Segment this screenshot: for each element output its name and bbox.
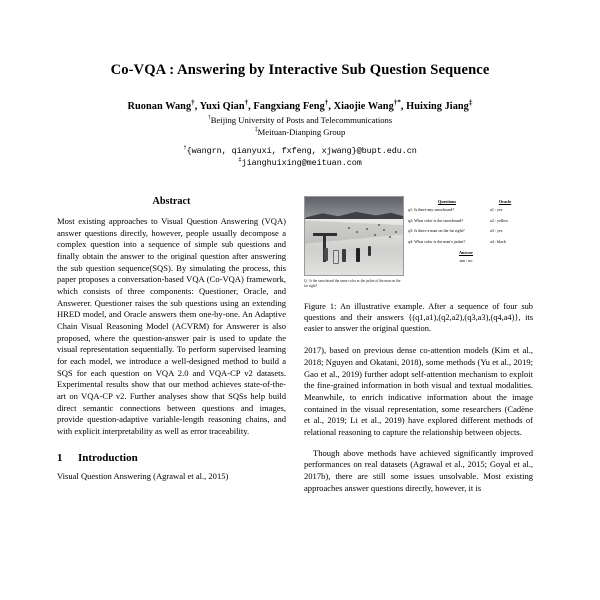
figure-caption-text: An illustrative example. After a sequence of four sub questions and their answers {(q1,a1),(q2,a2),(q3,a3),(q4,a4)}, its easier to answer the original question. bbox=[304, 301, 533, 334]
email-1 bbox=[58, 145, 542, 157]
introduction-body bbox=[57, 471, 286, 483]
page-title: Co-VQA : Answering by Interactive Sub Question Sequence bbox=[110, 62, 490, 78]
figure-oracle-answer: a2 : yellow bbox=[490, 217, 509, 223]
affiliation-1-marker: † bbox=[207, 115, 211, 122]
photo-person bbox=[342, 249, 346, 262]
photo-person bbox=[333, 250, 339, 264]
email-block bbox=[58, 145, 542, 170]
photo-person bbox=[368, 246, 371, 256]
affiliation-1 bbox=[58, 115, 542, 126]
figure-original-question: Q : Is the snowboard the same color as the jacket of the man on the far right? bbox=[304, 279, 401, 289]
abstract-heading: Abstract bbox=[152, 196, 191, 207]
author-2-sup: † bbox=[244, 98, 249, 107]
abstract-body bbox=[57, 216, 286, 437]
photo-person bbox=[324, 248, 328, 261]
figure-qa-table bbox=[408, 196, 533, 263]
figure-1-photo-block bbox=[304, 196, 402, 290]
email-1-text: {wangrn, qianyuxi, fxfeng, xjwang}@bupt.edu.cn bbox=[186, 145, 417, 156]
introduction-title: Introduction bbox=[78, 452, 138, 465]
right-paragraph-1: 2017), based on previous dense co-attention models (Kim et al., 2018; Nguyen and Okatani, 2018), some methods (Yu et al., 2019; Gao et al., 2019) further adopt self-attention mechanism to exploit the fine-grained information in both visual and textual modalities. Meanwhile, to enrich indicative information about the image contained in the visual representation, some researchers (Cadène et al., 2019; Li et al., 2019) have explored different methods of relational reasoning to capture the relationship between objects. bbox=[304, 345, 533, 437]
figure-table-header-oracle: Oracle bbox=[498, 199, 512, 204]
right-column bbox=[304, 196, 533, 494]
photo-distant-skier bbox=[348, 227, 350, 229]
author-5-name: Huixing Jiang bbox=[406, 100, 469, 112]
figure-caption-label: Figure 1: bbox=[304, 301, 337, 311]
affiliation-1-text: Beijing University of Posts and Telecommunications bbox=[210, 115, 393, 126]
figure-sub-question: q2: What color is the snowboard? bbox=[408, 217, 464, 223]
title-block bbox=[0, 0, 600, 169]
author-2 bbox=[199, 98, 249, 112]
ski-slope-photo bbox=[304, 196, 404, 276]
author-4-sup: †* bbox=[393, 98, 401, 107]
author-3-name: Fangxiang Feng bbox=[253, 100, 325, 112]
figure-1-content bbox=[304, 196, 533, 290]
figure-table-row bbox=[408, 229, 533, 233]
email-2 bbox=[58, 157, 542, 169]
photo-distant-skier bbox=[366, 228, 368, 230]
figure-answer-label: Answer bbox=[458, 250, 474, 256]
figure-oracle-answer: a3 : yes bbox=[490, 228, 503, 234]
introduction-first-line: Visual Question Answering (Agrawal et al., 2015) bbox=[57, 471, 229, 482]
author-2-name: Yuxi Qian bbox=[199, 100, 245, 112]
author-1 bbox=[127, 98, 195, 112]
affiliation-2-text: Meituan-Dianping Group bbox=[257, 126, 346, 137]
photo-person bbox=[356, 248, 360, 262]
figure-answer-value: ans : no bbox=[459, 258, 473, 264]
figure-table-row bbox=[408, 240, 533, 244]
email-1-marker: † bbox=[183, 143, 187, 151]
figure-sub-question: q3: Is there a man on the far right? bbox=[408, 228, 465, 234]
left-column bbox=[57, 196, 286, 494]
author-3-sup: † bbox=[324, 98, 329, 107]
photo-distant-skier bbox=[374, 234, 376, 236]
figure-table-row bbox=[408, 219, 533, 223]
introduction-heading bbox=[57, 452, 286, 464]
email-2-marker: ‡ bbox=[238, 156, 242, 164]
author-3 bbox=[253, 98, 329, 112]
author-4-name: Xiaojie Wang bbox=[333, 100, 394, 112]
figure-oracle-answer: a1 : yes bbox=[490, 207, 503, 212]
right-paragraph-2: Though above methods have achieved significantly improved performances on real datasets (Agrawal et al., 2015; Goyal et al., 2017b), there are still some issues unsolvable. Most existing approaches answer questions directly, however, it is bbox=[304, 447, 533, 493]
figure-sub-question: q1: Is there any snowboard? bbox=[408, 207, 455, 212]
figure-1-caption bbox=[304, 301, 533, 335]
figure-table-header-questions: Questions bbox=[437, 199, 457, 204]
author-1-name: Ruonan Wang bbox=[127, 100, 192, 112]
affiliation-2-marker: ‡ bbox=[254, 126, 258, 133]
right-column-body bbox=[304, 345, 533, 494]
author-5-sup: ‡ bbox=[468, 98, 473, 107]
author-4 bbox=[333, 98, 401, 112]
abstract-paragraph: Most existing approaches to Visual Question Answering (VQA) answer questions directly, however, people usually decompose a complex question into a sequence of simple sub questions and finally obtain the answer to the original question after answering the sub question sequence(SQS). By simulating the process, this paper proposes a conversation-based VQA (Co-VQA) framework, which consists of three components: Questioner, Oracle, and Answerer. Questioner raises the sub questions using an extending HRED model, and Oracle answers them one-by-one. An Adaptive Chain Visual Reasoning Model (ACVRM) for Answerer is also proposed, where the question-answer pair is used to update the visual representation sequentially. To perform supervised learning for each model, we introduce a well-designed method to build a SQS for each question on VQA 2.0 and VQA-CP v2 datasets. Experimental results show that our method achieves state-of-the-art on VQA-CP v2. Further analyses show that SQSs help build direct semantic connections between questions and images, provide question-adaptive variable-length reasoning chains, and with explicit interpretability as well as error traceability. bbox=[57, 216, 286, 436]
affiliation-2 bbox=[58, 127, 542, 138]
figure-table-row bbox=[408, 208, 533, 212]
introduction-number: 1 bbox=[57, 452, 63, 465]
figure-1 bbox=[304, 196, 533, 334]
author-5 bbox=[406, 98, 473, 112]
author-list: Ruonan Wang†, Yuxi Qian†, Fangxiang Feng†, Xiaojie Wang†*, Huixing Jiang‡ bbox=[127, 98, 473, 112]
figure-oracle-answer: a4 : black bbox=[490, 238, 506, 244]
figure-sub-question: q4: What color is the man's jacket? bbox=[408, 238, 466, 244]
author-1-sup: † bbox=[191, 98, 195, 107]
email-2-text: jianghuixing@meituan.com bbox=[241, 158, 362, 169]
body-columns bbox=[0, 196, 600, 494]
figure-final-answer-block bbox=[408, 250, 524, 263]
figure-table-header-row bbox=[408, 199, 533, 204]
